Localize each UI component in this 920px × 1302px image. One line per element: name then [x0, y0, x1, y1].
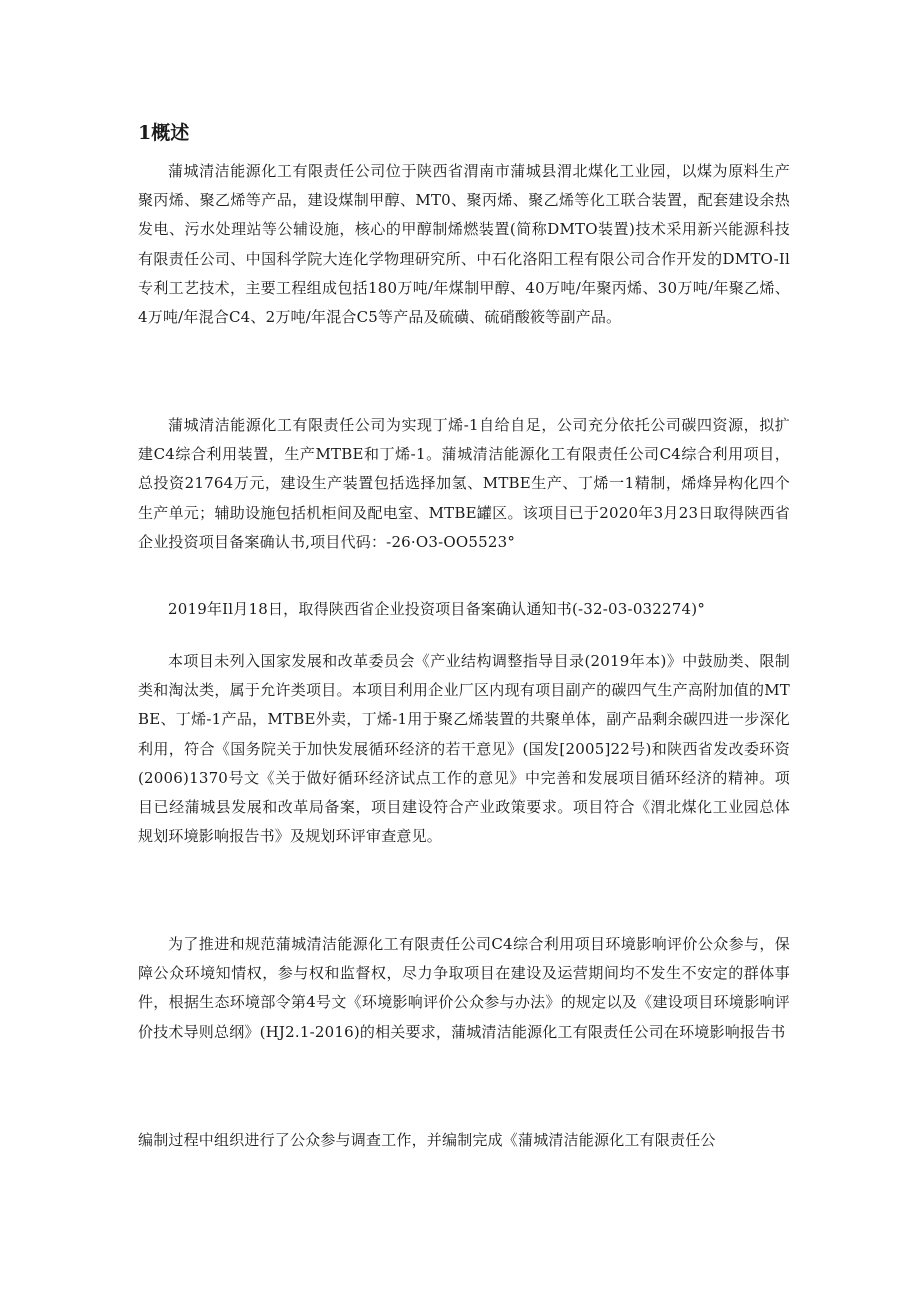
section-heading: 1概述: [138, 122, 190, 144]
paragraph-public-participation: 为了推进和规范蒲城清洁能源化工有限责任公司C4综合利用项目环境影响评价公众参与，保障公众环境知情权，参与权和监督权，尽力争取项目在建设及运营期间均不发生不安定的群体事件，根据生态环境部令第4号文《环境影响评价公众参与办法》的规定以及《建设项目环境影响评价技术导则总纲》(HJ2.1-2016)的相关要求，蒲城清洁能源化工有限责任公司在环境影响报告书: [138, 935, 790, 1041]
paragraph-filing-date: 2019年Il月18日，取得陕西省企业投资项目备案确认通知书(-32-03-032274)°: [168, 600, 706, 618]
paragraph-project-overview: 蒲城清洁能源化工有限责任公司为实现丁烯-1自给自足，公司充分依托公司碳四资源，拟扩建C4综合利用装置，生产MTBE和丁烯-1。蒲城清洁能源化工有限责任公司C4综合利用项目，总投资21764万元，建设生产装置包括选择加氢、MTBE生产、丁烯一1精制，烯烽异构化四个生产单元；辅助设施包括机柜间及配电室、MTBE罐区。该项目已于2020年3月23日取得陕西省企业投资项目备案确认书,项目代码：-26·O3-OO5523°: [138, 416, 790, 551]
paragraph-continuation: 编制过程中组织进行了公众参与调查工作，并编制完成《蒲城清洁能源化工有限责任公: [138, 1131, 716, 1149]
paragraph-company-overview: 蒲城清洁能源化工有限责任公司位于陕西省渭南市蒲城县渭北煤化工业园，以煤为原料生产聚丙烯、聚乙烯等产品，建设煤制甲醇、MT0、聚丙烯、聚乙烯等化工联合装置，配套建设余热发电、污水处理站等公辅设施，核心的甲醇制烯燃装置(简称DMTO装置)技术采用新兴能源科技有限责任公司、中国科学院大连化学物理研究所、中石化洛阳工程有限公司合作开发的DMTO-Il专利工艺技术，主要工程组成包括180万吨/年煤制甲醇、40万吨/年聚丙烯、30万吨/年聚乙烯、4万吨/年混合C4、2万吨/年混合C5等产品及硫磺、硫硝酸筱等副产品。: [138, 162, 790, 327]
paragraph-policy-compliance: 本项目未列入国家发展和改革委员会《产业结构调整指导目录(2019年本)》中鼓励类、限制类和淘汰类，属于允许类项目。本项目利用企业厂区内现有项目副产的碳四气生产高附加值的MTBE、丁烯-1产品，MTBE外卖，丁烯-1用于聚乙烯装置的共聚单体，副产品剩余碳四进一步深化利用，符合《国务院关于加快发展循环经济的若干意见》(国发[2005]22号)和陕西省发改委环资(2006)1370号文《关于做好循环经济试点工作的意见》中完善和发展项目循环经济的精神。项目已经蒲城县发展和改革局备案，项目建设符合产业政策要求。项目符合《渭北煤化工业园总体规划环境影响报告书》及规划环评审查意见。: [138, 652, 790, 846]
